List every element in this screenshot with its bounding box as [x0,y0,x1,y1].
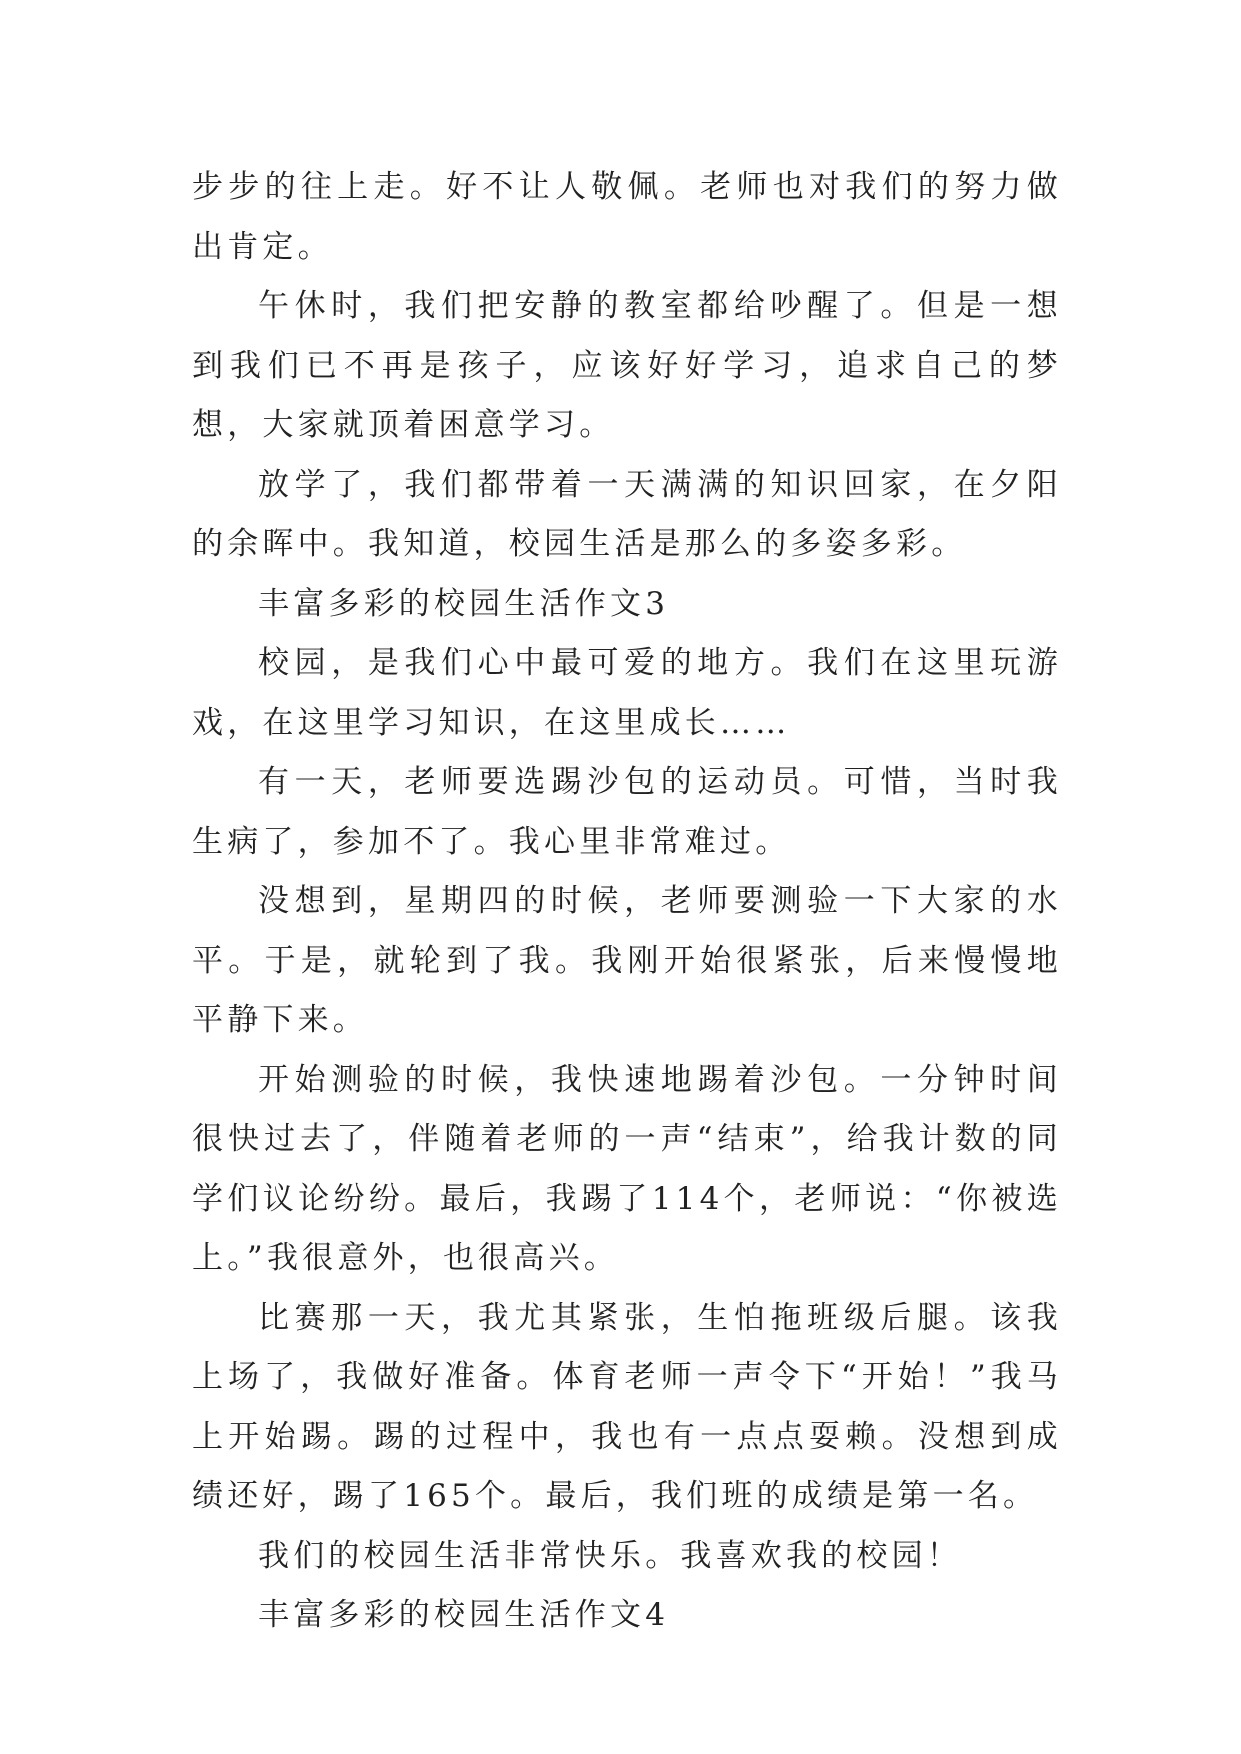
paragraph: 没想到，星期四的时候，老师要测验一下大家的水平。于是，就轮到了我。我刚开始很紧张，后来慢慢地平静下来。 [192,883,1062,1038]
document-body [192,158,1062,1646]
paragraph: 午休时，我们把安静的教室都给吵醒了。但是一想到我们已不再是孩子，应该好好学习，追求自己的梦想，大家就顶着困意学习。 [192,288,1062,443]
section-heading: 丰富多彩的校园生活作文3 [258,585,670,622]
paragraph: 有一天，老师要选踢沙包的运动员。可惜，当时我生病了，参加不了。我心里非常难过。 [192,764,1062,860]
section-heading: 丰富多彩的校园生活作文4 [258,1597,670,1633]
paragraph: 步步的往上走。好不让人敬佩。老师也对我们的努力做出肯定。 [192,169,1062,265]
paragraph: 比赛那一天，我尤其紧张，生怕拖班级后腿。该我上场了，我做好准备。体育老师一声令下“开始！”我马上开始踢。踢的过程中，我也有一点点耍赖。没想到成绩还好，踢了165个。最后，我们班的成绩是第一名。 [192,1299,1062,1514]
paragraph: 校园，是我们心中最可爱的地方。我们在这里玩游戏，在这里学习知识，在这里成长…… [192,645,1062,741]
paragraph: 我们的校园生活非常快乐。我喜欢我的校园！ [258,1537,962,1574]
paragraph: 放学了，我们都带着一天满满的知识回家，在夕阳的余晖中。我知道，校园生活是那么的多姿多彩。 [192,466,1062,562]
paragraph: 开始测验的时候，我快速地踢着沙包。一分钟时间很快过去了，伴随着老师的一声“结束”，给我计数的同学们议论纷纷。最后，我踢了114个，老师说：“你被选上。”我很意外，也很高兴。 [192,1061,1062,1276]
